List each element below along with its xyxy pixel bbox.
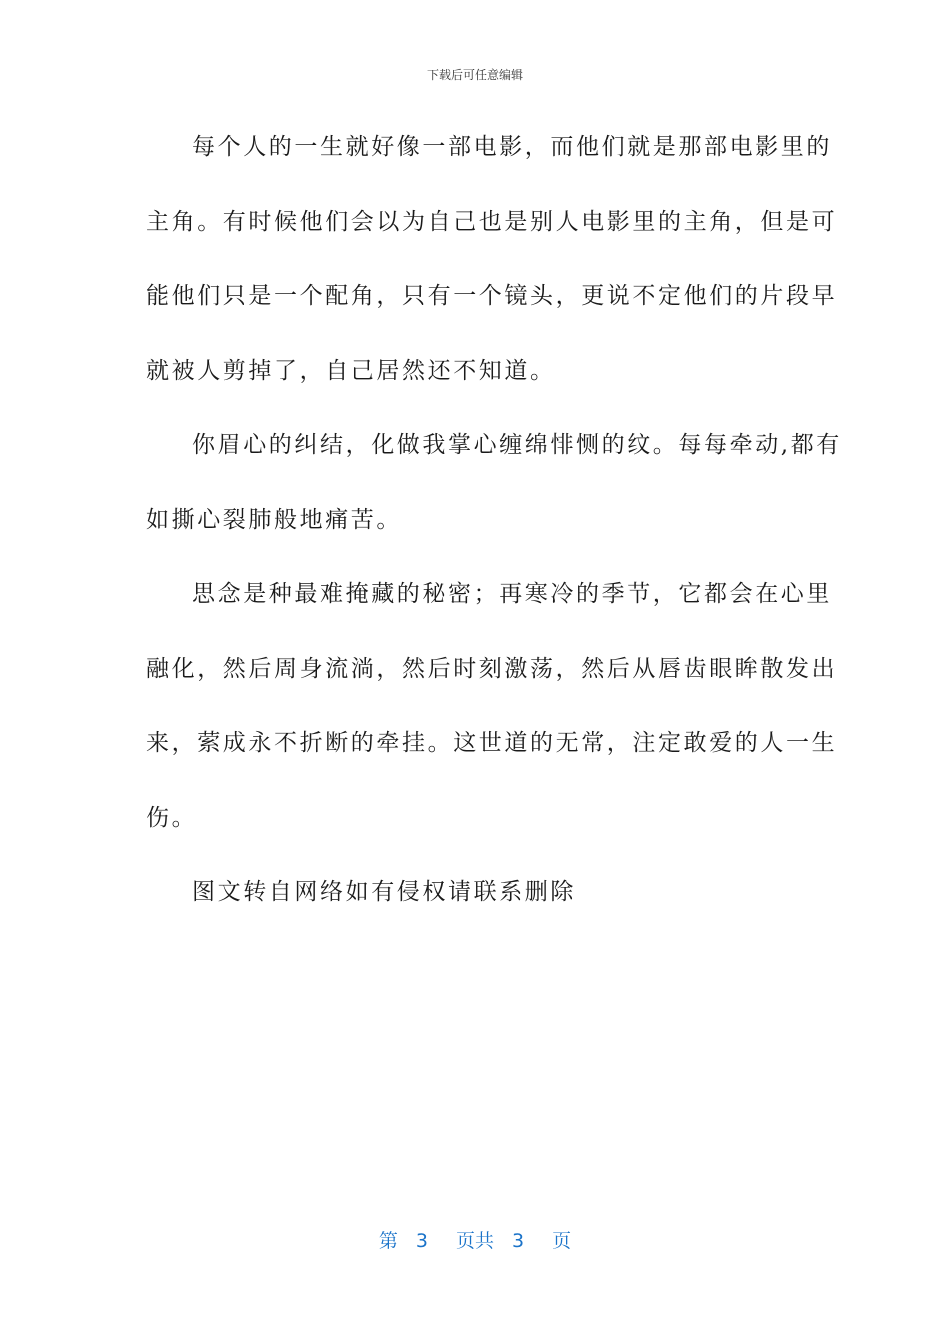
text-line: 如撕心裂肺般地痛苦。 — [146, 506, 402, 533]
footer-suffix: 页 — [552, 1230, 572, 1252]
text-line: 伤。 — [146, 804, 198, 831]
header-note: 下载后可任意编辑 — [426, 68, 523, 82]
paragraph-2 — [146, 408, 842, 557]
footer-middle: 页共 — [455, 1230, 494, 1252]
document-body — [146, 110, 842, 930]
text-line: 你眉心的纠结，化做我掌心缠绵悱恻的纹。每每牵动,都有 — [192, 432, 842, 458]
text-line: 思念是种最难掩藏的秘密；再寒冷的季节，它都会在心里 — [192, 581, 832, 607]
text-line: 每个人的一生就好像一部电影，而他们就是那部电影里的 — [192, 134, 832, 160]
current-page-number: 3 — [415, 1230, 428, 1252]
page-number-footer — [0, 1226, 950, 1253]
paragraph-3 — [146, 557, 838, 855]
total-pages-number: 3 — [512, 1230, 525, 1252]
paragraph-4-disclaimer — [146, 855, 806, 930]
text-line: 能他们只是一个配角，只有一个镜头，更说不定他们的片段早 — [146, 283, 838, 309]
text-line: 就被人剪掉了，自己居然还不知道。 — [146, 357, 556, 384]
text-line: 图文转自网络如有侵权请联系删除 — [192, 879, 576, 905]
text-line: 融化，然后周身流淌，然后时刻激荡，然后从唇齿眼眸散发出 — [146, 655, 838, 682]
text-line: 主角。有时候他们会以为自己也是别人电影里的主角，但是可 — [146, 208, 838, 235]
text-line: 来，萦成永不折断的牵挂。这世道的无常，注定敢爱的人一生 — [146, 730, 838, 756]
paragraph-1 — [146, 110, 838, 408]
footer-prefix: 第 — [378, 1230, 398, 1252]
